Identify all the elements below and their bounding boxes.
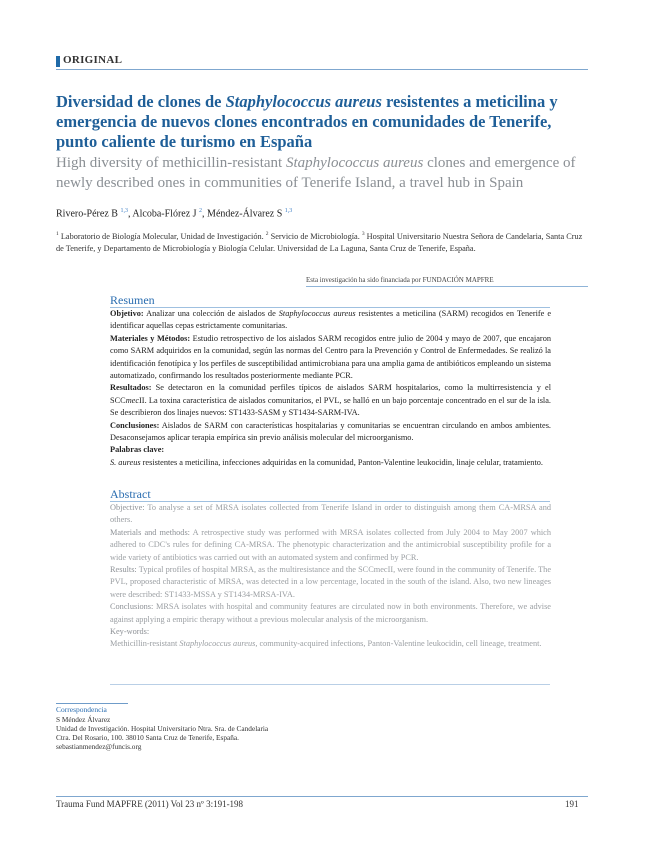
- correspondence-divider: [56, 703, 128, 704]
- author-name: Méndez-Álvarez S: [207, 208, 283, 220]
- abstract-keywords: Methicillin-resistant Staphylococcus aureus, community-acquired infections, Panton-Valentine leukocidin, cell lineage, treatment.: [110, 639, 542, 649]
- correspondence-institution: Unidad de Investigación. Hospital Universitario Ntra. Sra. de Candelaria: [56, 724, 269, 733]
- section-marker: [56, 56, 60, 67]
- title-english: High diversity of methicillin-resistant Staphylococcus aureus clones and emergence of newly described ones in communities of Tenerife Island, a travel hub in Spain: [56, 155, 576, 191]
- funding-divider: [306, 286, 588, 287]
- abstract-heading: Abstract: [110, 487, 151, 501]
- author-name: Rivero-Pérez B: [56, 208, 118, 220]
- resumen-metodos: Materiales y Métodos: Estudio retrospectivo de los aislados SARM recogidos entre julio de 2004 y mayo de 2007, que encajaron como SARM adquiridos en la comunidad, según las normas del Centro para la Prevención y Control de Enfermedades. Se realizó la identificación fenotípica y los perfiles de susceptibilidad antimicrobiana para una amplia gama de antibióticos empleando un sistema automatizado, confirmando los resultados posteriormente mediante PCR.: [110, 333, 551, 381]
- author-list: Rivero-Pérez B $^{1,3}$, Alcoba-Flórez J $^2$, Méndez-Álvarez S $^{1,3}$: [56, 208, 293, 220]
- title-en-species: Staphylococcus aureus: [285, 155, 424, 171]
- resumen-conclusiones: Conclusiones: Aislados de SARM con características hospitalarias y comunitarias se encuentran circulando en ambos ambientes. Desaconsejamos aplicar terapia empírica sin previo análisis molecular del microorganismo.: [110, 420, 551, 443]
- title-spanish: Diversidad de clones de Staphylococcus aureus resistentes a meticilina y emergencia de nuevos clones encontrados en comunidades de Tenerife, punto caliente de turismo en España: [56, 92, 558, 151]
- resumen-resultados: Resultados: Se detectaron en la comunidad perfiles típicos de aislados SARM hospitalarios, como la multirresistencia y el SCCmecII. La toxina característica de aislados comunitarios, el PVL, se halló en un bajo porcentaje concentrado en el sur de la isla. Se describieron dos linajes nuevos: ST1433-SASM y ST1434-SARM-IVA.: [110, 383, 551, 418]
- abstract-results: Results: Typical profiles of hospital MRSA, as the multiresistance and the SCCmecII, were found in the community of Tenerife. The PVL, proposed characteristic of MRSA, was detected in a low percentage, located in the south of the island. Also, two new lineages were described: ST1433-MSSA y ST1434-MRSA-IVA.: [110, 565, 551, 599]
- journal-citation: Trauma Fund MAPFRE (2011) Vol 23 nº 3:191-198: [56, 799, 244, 809]
- author-name: Alcoba-Flórez J: [132, 208, 197, 220]
- correspondence-heading: Correspondencia: [56, 705, 107, 714]
- resumen-palabras-clave-label: Palabras clave:: [110, 445, 165, 455]
- abstract-body: [110, 502, 551, 651]
- abstract-end-divider: [110, 684, 550, 685]
- section-label: ORIGINAL: [63, 54, 123, 66]
- resumen-heading: Resumen: [110, 293, 155, 307]
- correspondence-email[interactable]: sebastianmendez@funcis.org: [56, 742, 142, 751]
- abstract-conclusions: Conclusions: MRSA isolates with hospital and community features are circulated now in both environments. Therefore, we advise against applying a empiric therapy without a previous molecular analysis of the microorganism.: [110, 602, 551, 624]
- abstract-keywords-label: Key-words:: [110, 627, 150, 637]
- correspondence-address: Ctra. Del Rosario, 100. 38010 Santa Cruz de Tenerife, España.: [56, 733, 239, 742]
- funding-note: Esta investigación ha sido financiada por FUNDACIÓN MAPFRE: [306, 276, 494, 284]
- correspondence-block: [56, 715, 268, 751]
- footer-divider: [56, 796, 588, 797]
- page-number: 191: [565, 799, 579, 809]
- title-es-species: Staphylococcus aureus: [225, 92, 382, 111]
- author-affil-ref: 2: [199, 208, 203, 214]
- abstract-methods: Materials and methods: A retrospective study was performed with MRSA isolates collected from July 2004 to May 2007 which adhered to CDC's rules for defining CA-MRSA. The phenotypic characterization and the antimicrobial susceptibility profile for a wide variety of antibiotics was carried out with an automated system and confirmed by PCR.: [110, 527, 551, 562]
- abstract-objective: Objective: To analyse a set of MRSA isolates collected from Tenerife Island in order to distinguish among them CA-MRSA and others.: [110, 503, 551, 525]
- author-affil-ref: 1,3: [120, 208, 128, 214]
- affiliations: $^1$ Laboratorio de Biología Molecular, Unidad de Investigación. $^2$ Servicio de Microbiología. $^3$ Hospital Universitario Nuestra Señora de Candelaria, Santa Cruz de Tenerife, y Departamento de Microbiología y Biología Celular. Universidad de La Laguna, Santa Cruz de Tenerife, España.: [56, 231, 583, 254]
- author-affil-ref: 1,3: [284, 208, 293, 214]
- resumen-body: [110, 308, 551, 469]
- correspondence-name: S Méndez Álvarez: [56, 715, 111, 724]
- section-divider: [56, 69, 588, 70]
- resumen-objetivo: Objetivo: Analizar una colección de aislados de Staphylococcus aureus resistentes a meticilina (SARM) recogidos en Tenerife e identificar aquellas cepas estrictamente comunitarias.: [110, 309, 551, 331]
- resumen-palabras-clave: S. aureus resistentes a meticilina, infecciones adquiridas en la comunidad, Panton-Valentine leukocidin, linaje celular, tratamiento.: [110, 457, 543, 467]
